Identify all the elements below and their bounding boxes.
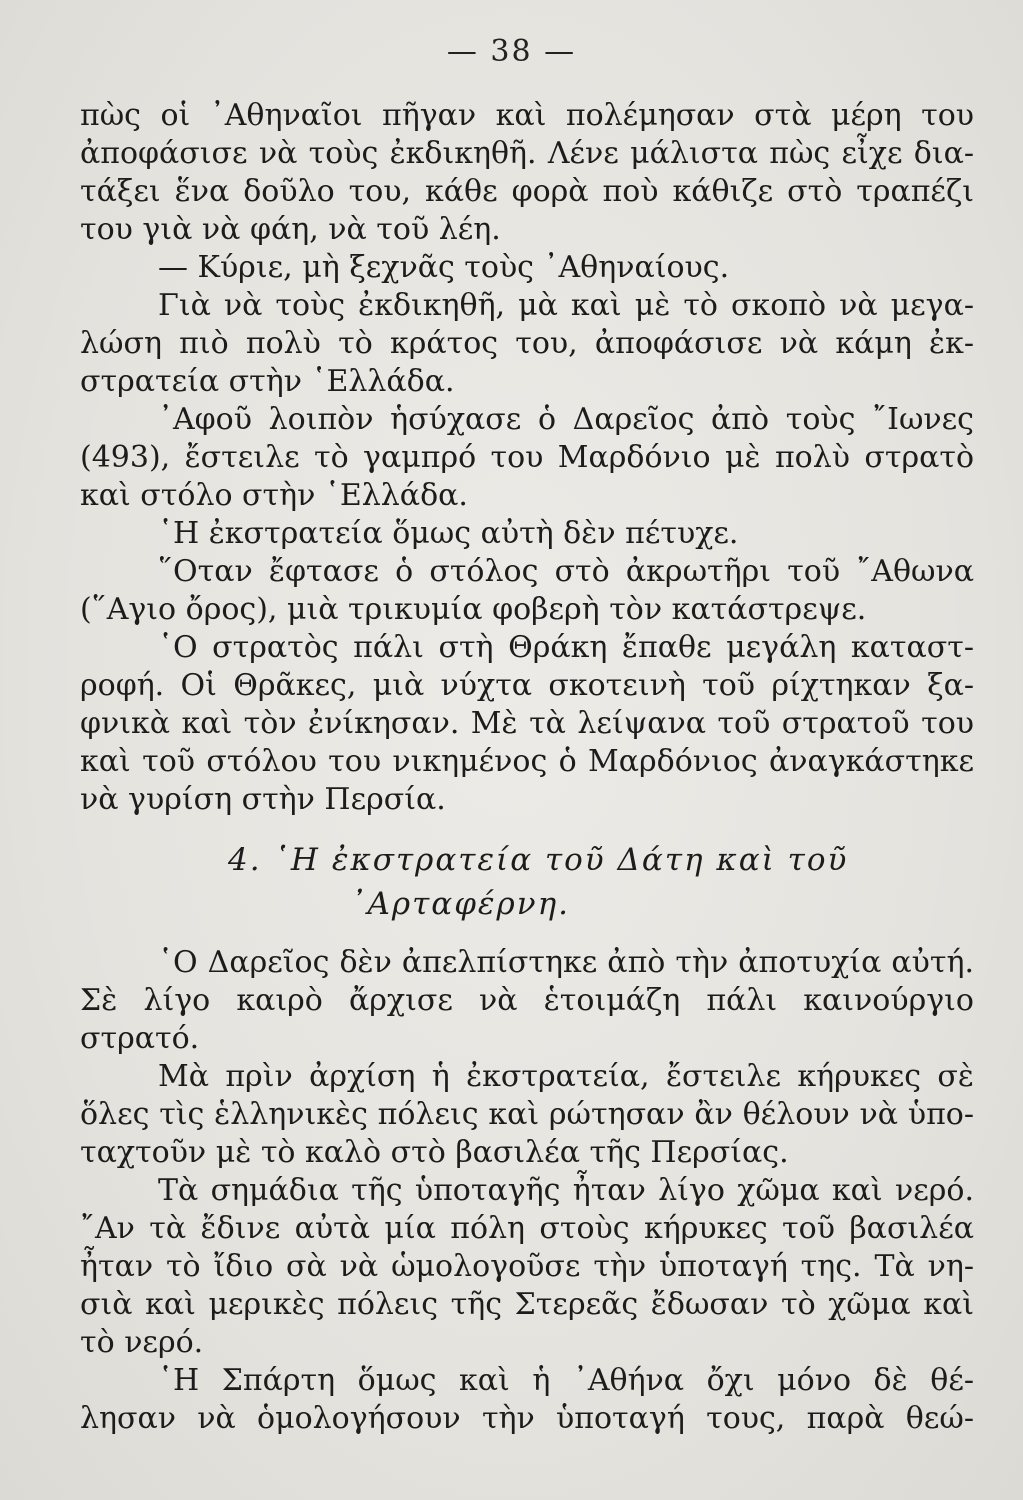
text-line: σιὰ καὶ μερικὲς πόλεις τῆς Στερεᾶς ἔδωσαν τὸ χῶμα καὶ: [80, 1287, 974, 1322]
text-line: νὰ γυρίση στὴν Περσία.: [80, 782, 446, 817]
text-line: στρατεία στὴν ῾Ελλάδα.: [80, 364, 455, 399]
text-line: ῎Αν τὰ ἔδινε αὐτὰ μία πόλη στοὺς κήρυκες τοῦ βασιλέα: [80, 1211, 974, 1246]
text-line: ῞Οταν ἔφτασε ὁ στόλος στὸ ἀκρωτῆρι τοῦ ῎Αθωνα: [158, 554, 974, 589]
paragraph-block-lower: [80, 944, 974, 1438]
text-line: ῾Ο στρατὸς πάλι στὴ Θράκη ἔπαθε μεγάλη καταστ-: [158, 630, 974, 665]
text-line: Τὰ σημάδια τῆς ὑποταγῆς ἦταν λίγο χῶμα καὶ νερό.: [158, 1173, 974, 1208]
text-line: ῾Η ἐκστρατεία ὅμως αὐτὴ δὲν πέτυχε.: [158, 516, 739, 551]
text-line: (493), ἔστειλε τὸ γαμπρό του Μαρδόνιο μὲ πολὺ στρατὸ: [80, 440, 974, 475]
text-line: φνικὰ καὶ τὸν ἐνίκησαν. Μὲ τὰ λείψανα τοῦ στρατοῦ του: [80, 706, 974, 741]
text-line: καὶ τοῦ στόλου του νικημένος ὁ Μαρδόνιος ἀναγκάστηκε: [80, 744, 974, 779]
text-line: ῾Ο Δαρεῖος δὲν ἀπελπίστηκε ἀπὸ τὴν ἀποτυχία αὐτή.: [158, 945, 974, 980]
text-line: — Κύριε, μὴ ξεχνᾶς τοὺς ᾿Αθηναίους.: [158, 250, 730, 285]
text-line: ᾿Αφοῦ λοιπὸν ἡσύχασε ὁ Δαρεῖος ἀπὸ τοὺς ῎Ιωνες: [158, 402, 974, 437]
text-line: τὸ νερό.: [80, 1325, 204, 1360]
paragraph-block-upper: [80, 97, 974, 819]
text-line: ροφή. Οἱ Θρᾶκες, μιὰ νύχτα σκοτεινὴ τοῦ ρίχτηκαν ξα-: [80, 668, 974, 703]
text-line: ῾Η Σπάρτη ὅμως καὶ ἡ ᾿Αθήνα ὄχι μόνο δὲ θέ-: [158, 1363, 974, 1398]
text-line: λησαν νὰ ὁμολογήσουν τὴν ὑποταγή τους, παρὰ θεώ-: [80, 1401, 974, 1436]
section-heading: [80, 838, 974, 926]
text-line: ἦταν τὸ ἴδιο σὰ νὰ ὡμολογοῦσε τὴν ὑποταγή της. Τὰ νη-: [80, 1249, 974, 1284]
text-line: στρατό.: [80, 1021, 200, 1056]
section-heading-line-1: 4. ῾Η ἐκστρατεία τοῦ Δάτη καὶ τοῦ: [228, 842, 849, 878]
text-line: του γιὰ νὰ φάη, νὰ τοῦ λέη.: [80, 212, 501, 247]
text-line: ἀποφάσισε νὰ τοὺς ἐκδικηθῆ. Λένε μάλιστα πὼς εἶχε δια-: [80, 136, 974, 171]
text-line: λώση πιὸ πολὺ τὸ κράτος του, ἀποφάσισε νὰ κάμη ἐκ-: [80, 326, 974, 361]
text-line: καὶ στόλο στὴν ῾Ελλάδα.: [80, 478, 468, 513]
text-line: πὼς οἱ ᾿Αθηναῖοι πῆγαν καὶ πολέμησαν στὰ μέρη του: [80, 98, 974, 133]
text-line: Μὰ πρὶν ἀρχίση ἡ ἐκστρατεία, ἔστειλε κήρυκες σὲ: [158, 1059, 974, 1094]
text-line: τάξει ἕνα δοῦλο του, κάθε φορὰ ποὺ κάθιζε στὸ τραπέζι: [80, 174, 974, 209]
text-line: Σὲ λίγο καιρὸ ἄρχισε νὰ ἑτοιμάζη πάλι καινούργιο: [80, 983, 974, 1018]
text-line: Γιὰ νὰ τοὺς ἐκδικηθῆ, μὰ καὶ μὲ τὸ σκοπὸ νὰ μεγα-: [158, 288, 974, 323]
section-heading-line-2: ᾿Αρταφέρνη.: [350, 886, 571, 922]
text-line: ὅλες τὶς ἑλληνικὲς πόλεις καὶ ρώτησαν ἂν θέλουν νὰ ὑπο-: [80, 1097, 974, 1132]
page-number: — 38 —: [446, 34, 577, 69]
text-line: ταχτοῦν μὲ τὸ καλὸ στὸ βασιλέα τῆς Περσίας.: [80, 1135, 789, 1170]
text-line: (῞Αγιο ὄρος), μιὰ τρικυμία φοβερὴ τὸν κατάστρεψε.: [80, 592, 867, 627]
